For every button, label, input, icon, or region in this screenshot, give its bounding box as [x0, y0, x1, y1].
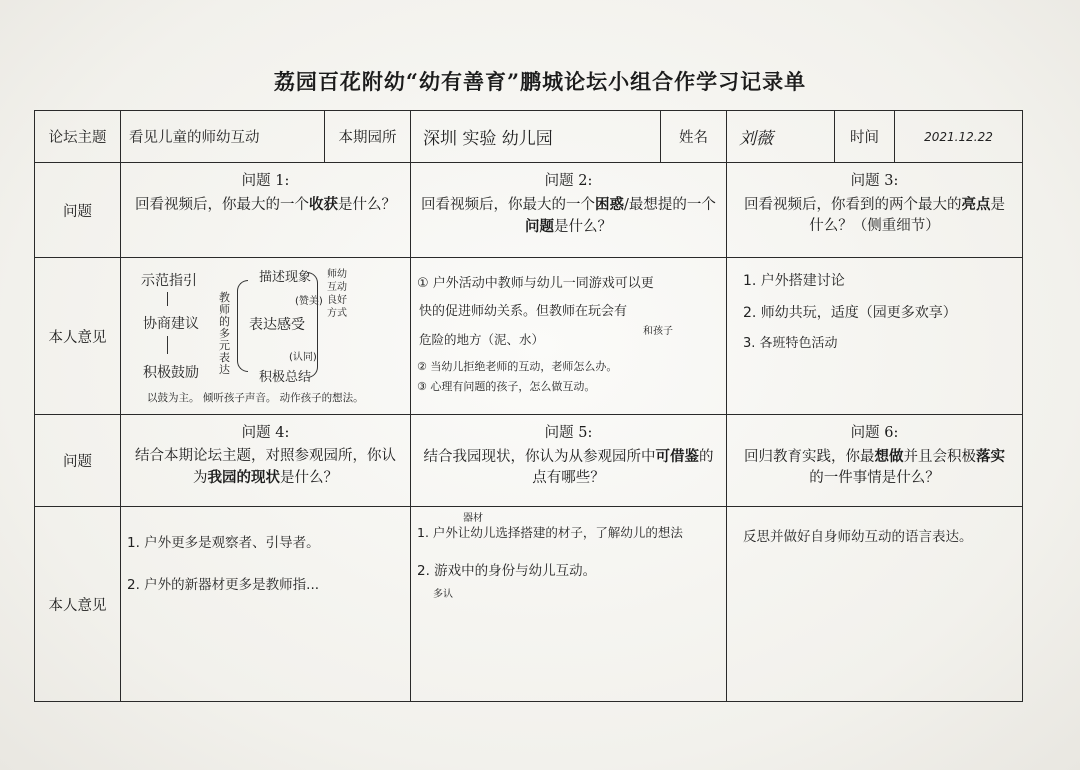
answer-1-paren-1: (赞美)	[295, 296, 323, 307]
connector-line	[167, 336, 168, 354]
answer-1-left-2: 协商建议	[143, 316, 199, 332]
question-1-text-end: 是什么？	[338, 197, 396, 213]
answer-2-line-5: ③ 心理有问题的孩子，怎么做互动。	[417, 380, 596, 393]
answer-3	[727, 258, 1023, 415]
bracket-shape	[237, 280, 248, 372]
answer-6	[727, 507, 1023, 702]
answer-1-right-3: 积极总结	[259, 370, 312, 385]
time-label: 时间	[835, 111, 895, 163]
answer-5-above: 器材	[463, 513, 483, 524]
question-1-number: 问题 1:	[241, 173, 290, 189]
answer-2-line-2: 快的促进师幼关系。但教师在玩会有	[419, 304, 628, 319]
answer-1-left-1: 示范指引	[141, 273, 197, 289]
question-3	[727, 163, 1023, 258]
answer-4-line-1: 1. 户外更多是观察者、引导者。	[127, 535, 320, 551]
question-3-keyword: 亮点	[961, 196, 991, 213]
question-2-keyword-2: 问题	[525, 218, 554, 235]
question-1	[121, 163, 411, 258]
question-5-keyword: 可借鉴	[655, 448, 699, 465]
question-4-number: 问题 4:	[241, 425, 290, 441]
question-1-keyword: 收获	[309, 196, 338, 213]
question-4-keyword: 我园的现状	[207, 469, 280, 486]
opinion-row-label-2: 本人意见	[35, 507, 121, 702]
answer-1-paren-2: (认同)	[289, 352, 317, 363]
question-6	[727, 415, 1023, 507]
answer-1	[121, 258, 411, 415]
question-5-text-end: 的点有哪些？	[532, 449, 714, 486]
question-6-text-mid: 并且会积极	[903, 449, 976, 465]
answer-2-line-1: ① 户外活动中教师与幼儿一同游戏可以更	[417, 276, 654, 291]
question-2-keyword: 困惑	[595, 196, 625, 213]
answer-3-line-1: 1. 户外搭建讨论	[743, 273, 845, 289]
question-6-text-end: 的一件事情是什么？	[809, 470, 940, 486]
question-6-text: 回归教育实践，你最	[744, 449, 875, 465]
bracket-shape	[307, 272, 318, 378]
answer-1-right-2: 表达感受	[249, 317, 305, 333]
school-label: 本期园所	[325, 111, 411, 163]
page-title: 荔园百花附幼“幼有善育”鹏城论坛小组合作学习记录单	[273, 69, 807, 94]
question-row-label-1: 问题	[35, 163, 121, 258]
time-value: 2021.12.22	[895, 111, 1023, 163]
opinion-row-label-1: 本人意见	[35, 258, 121, 415]
question-2-number: 问题 2:	[544, 173, 593, 189]
question-row-label-2: 问题	[35, 415, 121, 507]
question-6-keyword-2: 落实	[976, 448, 1005, 465]
answer-1-right-1: 描述现象	[259, 270, 312, 285]
answer-2-insert: 和孩子	[643, 326, 673, 337]
name-value: 刘薇	[727, 111, 835, 163]
answer-3-line-2: 2. 师幼共玩，适度（园更多欢享）	[743, 305, 957, 321]
answer-2	[411, 258, 727, 415]
question-3-number: 问题 3:	[850, 173, 899, 189]
connector-line	[167, 292, 168, 306]
question-5-number: 问题 5:	[544, 425, 593, 441]
question-6-keyword: 想做	[874, 448, 904, 465]
answer-5	[411, 507, 727, 702]
record-form-table	[34, 110, 1023, 702]
answer-3-line-3: 3. 各班特色活动	[743, 336, 838, 351]
question-6-number: 问题 6:	[850, 425, 899, 441]
answer-2-line-4: ② 当幼儿拒绝老师的互动，老师怎么办。	[417, 360, 618, 373]
question-3-text-end: 是什么？（侧重细节）	[809, 197, 1005, 234]
question-3-text: 回看视频后，你看到的两个最大的	[744, 197, 962, 213]
question-2-text: 回看视频后，你最大的一个	[421, 197, 596, 213]
answer-4	[121, 507, 411, 702]
question-5	[411, 415, 727, 507]
question-4-text-end: 是什么？	[280, 470, 338, 486]
question-5-text: 结合我园现状，你认为从参观园所中	[423, 449, 656, 465]
question-2	[411, 163, 727, 258]
question-4	[121, 415, 411, 507]
answer-6-line-1: 反思并做好自身师幼互动的语言表达。	[743, 529, 973, 545]
answer-5-line-2: 2. 游戏中的身份与幼儿互动。	[417, 563, 597, 579]
question-4-text: 结合本期论坛主题，对照参观园所，你认为	[135, 448, 396, 486]
question-1-text: 回看视频后，你最大的一个	[135, 197, 309, 213]
question-2-text-mid: /最想提的一个	[624, 197, 716, 213]
school-value: 深圳 实验 幼儿园	[411, 111, 661, 163]
question-2-text-end: 是什么？	[554, 219, 612, 235]
answer-2-line-3: 危险的地方（泥、水）	[419, 332, 545, 347]
topic-value: 看见儿童的师幼互动	[121, 111, 325, 163]
topic-label: 论坛主题	[35, 111, 121, 163]
answer-1-left-3: 积极鼓励	[143, 365, 199, 381]
answer-1-bottom: 以鼓为主。 倾听孩子声音。 动作孩子的想法。	[147, 392, 364, 404]
answer-4-line-2: 2. 户外的新器材更多是教师指...	[127, 577, 320, 593]
answer-5-below: 多认	[433, 589, 453, 600]
answer-5-line-1: 1. 户外让幼儿选择搭建的材子，了解幼儿的想法	[417, 525, 683, 540]
name-label: 姓名	[661, 111, 727, 163]
answer-1-side: 师幼互动良好方式	[327, 269, 347, 319]
answer-1-vertical: 教师的多元表达	[219, 291, 230, 376]
